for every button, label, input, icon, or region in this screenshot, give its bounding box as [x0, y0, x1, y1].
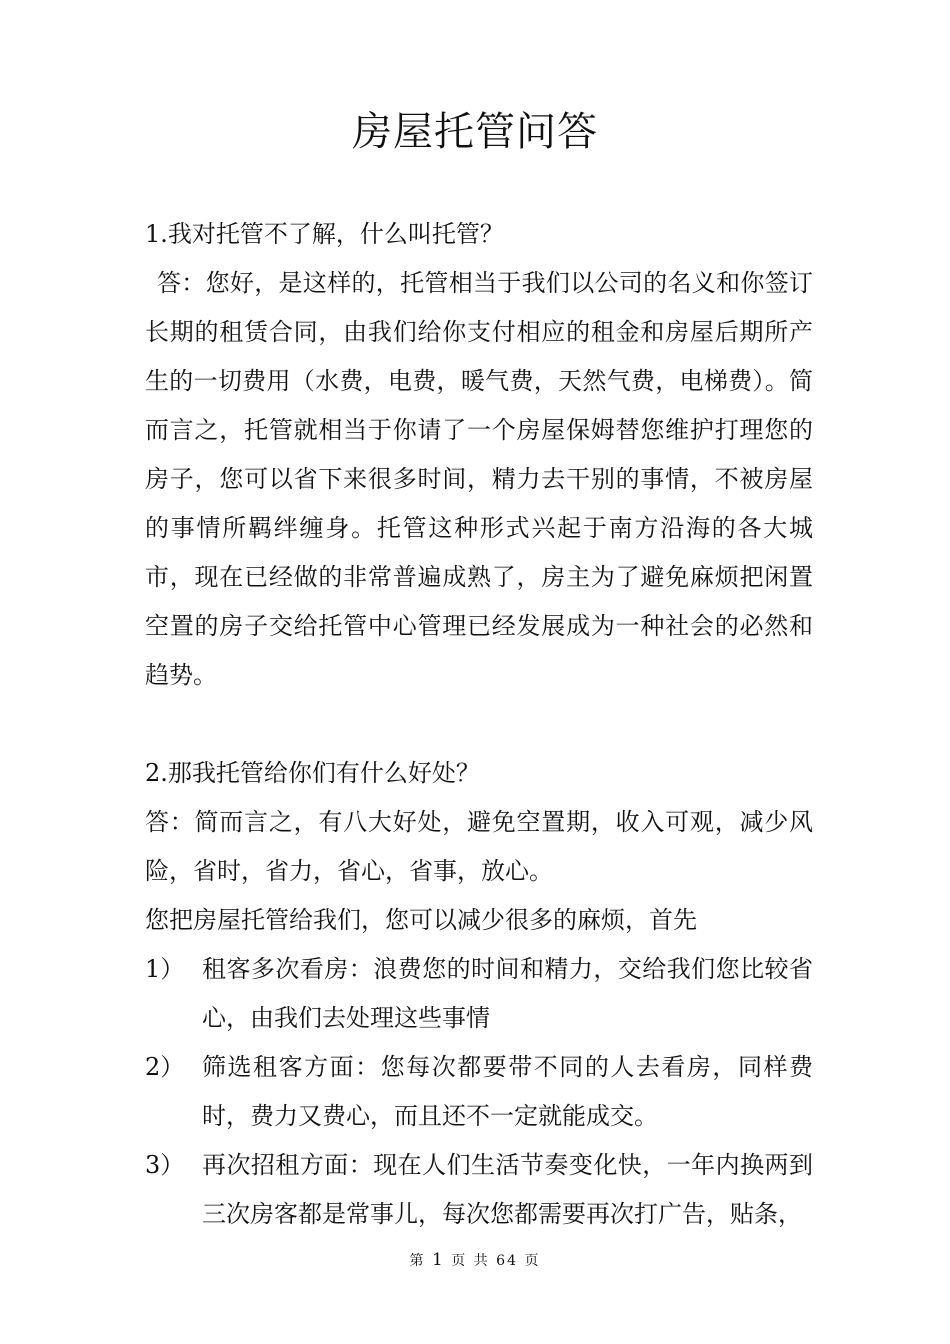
list-item-number: 3）	[145, 1151, 185, 1179]
list-item-text: 租客多次看房：浪费您的时间和精力，交给我们您比较省心，由我们去处理这些事情	[202, 955, 813, 1032]
footer-prefix: 第	[409, 1253, 426, 1269]
footer-page-number: 1	[431, 1250, 445, 1270]
footer-mid: 页 共	[451, 1253, 490, 1269]
page-footer	[0, 1250, 950, 1271]
answer-1: 答：您好，是这样的，托管相当于我们以公司的名义和你签订长期的租赁合同，由我们给你支付相应的租金和房屋后期所产生的一切费用（水费，电费，暖气费，天然气费，电梯费）。简而言之，托管就相当于你请了一个房屋保姆替您维护打理您的房子，您可以省下来很多时间，精力去干别的事情，不被房屋的事情所羁绊缠身。托管这种形式兴起于南方沿海的各大城市，现在已经做的非常普遍成熟了，房主为了避免麻烦把闲置空置的房子交给托管中心管理已经发展成为一种社会的必然和趋势。	[145, 269, 813, 689]
question-1: 1.我对托管不了解，什么叫托管？	[145, 220, 504, 248]
answer-2-intro: 您把房屋托管给我们，您可以减少很多的麻烦，首先	[145, 906, 697, 934]
footer-suffix: 页	[524, 1253, 541, 1269]
document-title: 房屋托管问答	[352, 109, 598, 155]
list-item-number: 2）	[145, 1053, 185, 1081]
list-item	[145, 1043, 813, 1141]
benefit-list	[145, 945, 813, 1239]
answer-2: 答：简而言之，有八大好处，避免空置期，收入可观，减少风险，省时，省力，省心，省事，放心。	[145, 808, 813, 885]
list-item-text: 再次招租方面：现在人们生活节奏变化快，一年内换两到三次房客都是常事儿，每次您都需要再次打广告，贴条，	[202, 1151, 813, 1228]
list-item-number: 1）	[145, 955, 185, 983]
list-item	[145, 945, 813, 1043]
document-body	[145, 210, 813, 1239]
question-2: 2.那我托管给你们有什么好处？	[145, 759, 480, 787]
footer-total-pages: 64	[496, 1253, 518, 1269]
list-item-text: 筛选租客方面：您每次都要带不同的人去看房，同样费时，费力又费心，而且还不一定就能成交。	[202, 1053, 813, 1130]
list-item	[145, 1141, 813, 1239]
